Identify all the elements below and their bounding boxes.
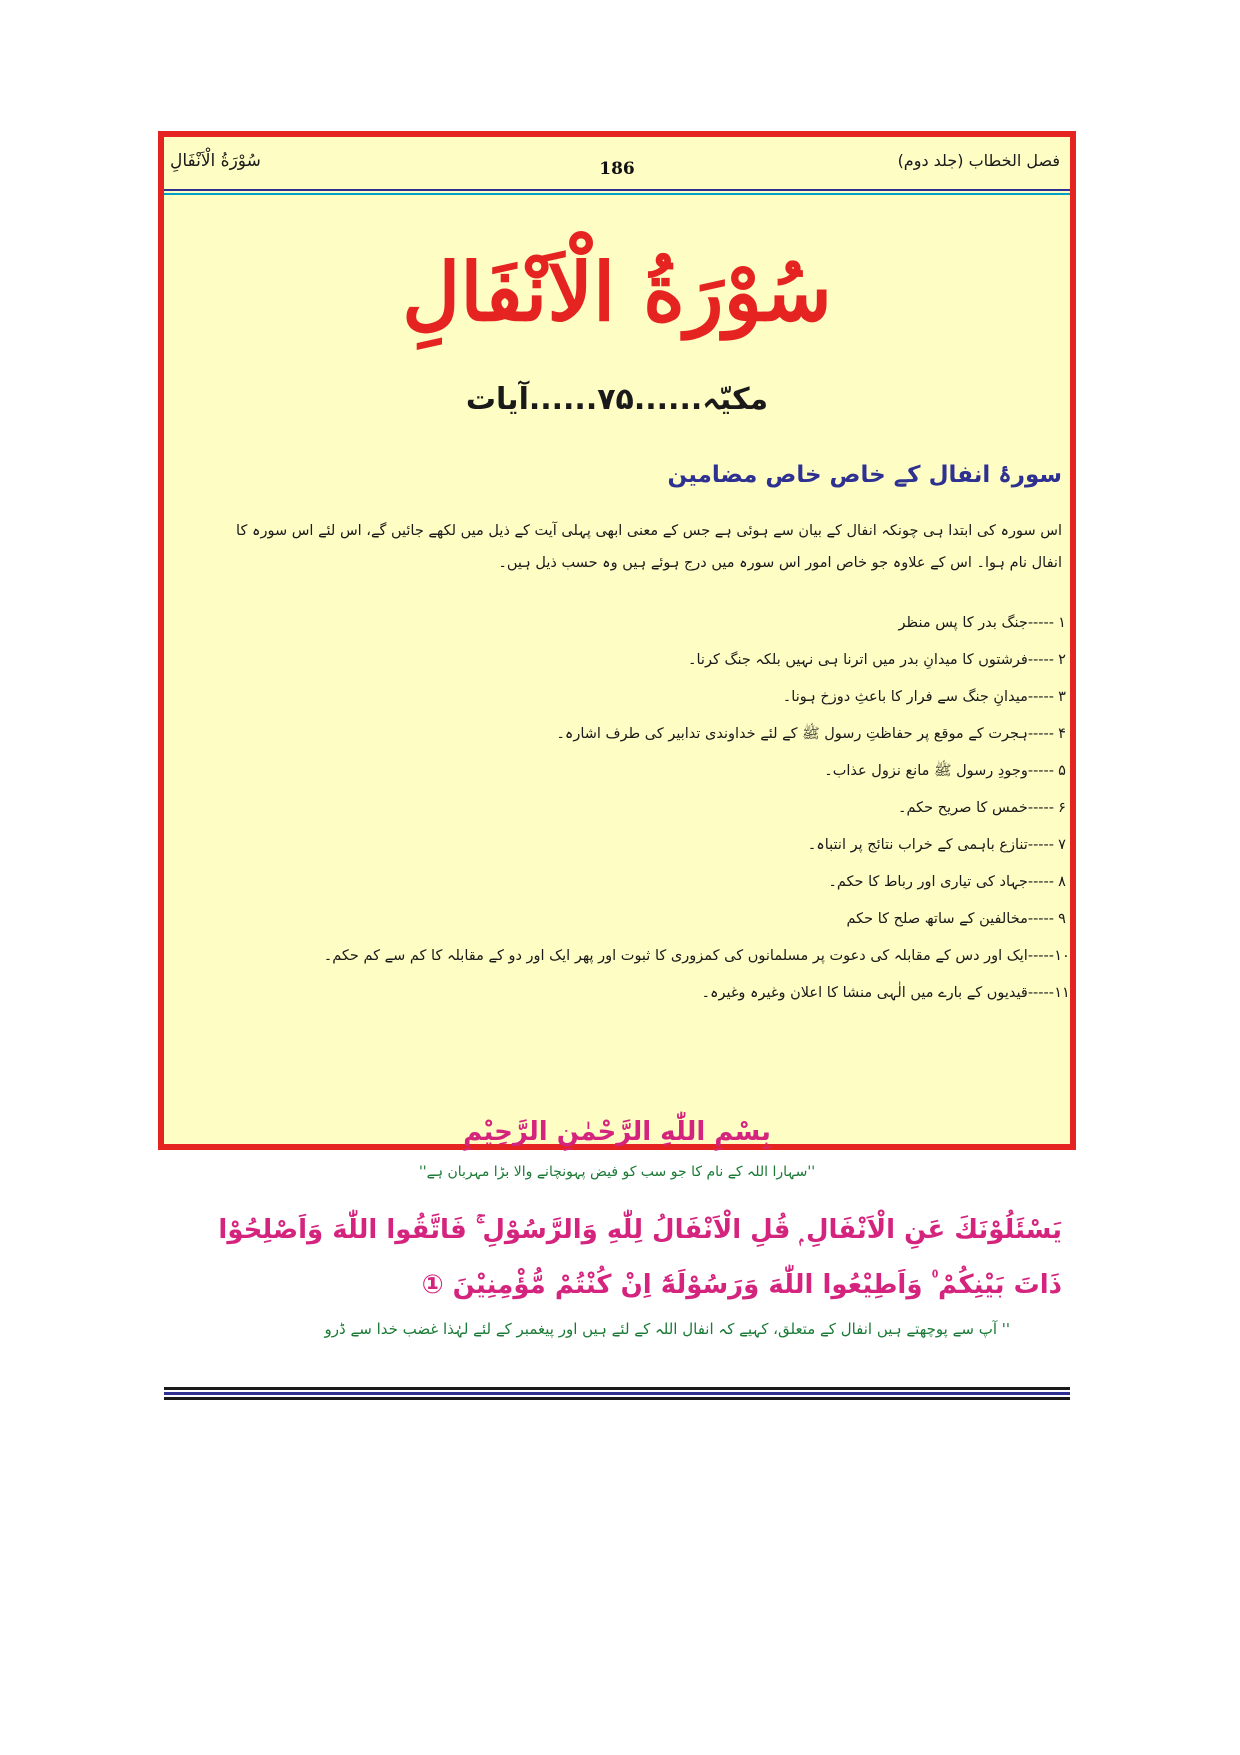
- item-number: ۶: [1058, 800, 1066, 816]
- footer-divider: [164, 1387, 1070, 1402]
- surah-subtitle: مکیّہ......۷۵......آیات: [465, 382, 769, 417]
- list-item: [168, 790, 1070, 827]
- item-text: -----ہجرت کے موقع پر حفاظتِ رسول ﷺ کے لئے خداوندی تدابیر کی طرف اشارہ۔: [556, 726, 1054, 742]
- item-number: ۱۱: [1054, 985, 1070, 1001]
- item-number: ۵: [1058, 763, 1066, 779]
- page-number: 186: [599, 159, 635, 179]
- item-number: ۱: [1058, 615, 1066, 631]
- item-number: ۷: [1058, 837, 1066, 853]
- list-item: [168, 605, 1070, 642]
- intro-line: انفال نام ہوا۔ اس کے علاوہ جو خاص امور اس سورہ میں درج ہوئے ہیں وہ حسب ذیل ہیں۔: [498, 555, 1062, 571]
- item-text: -----تنازع باہمی کے خراب نتائج پر انتباہ۔: [807, 837, 1054, 853]
- item-number: ۱۰: [1054, 948, 1070, 964]
- header-book-title: فصل الخطاب (جلد دوم): [897, 151, 1060, 170]
- verse-line: يَسْئَلُوْنَكَ عَنِ الْاَنْفَالِ ۭ قُلِ الْاَنْفَالُ لِلّٰهِ وَالرَّسُوْلِ ۚ فَاتَّقُوا اللّٰهَ وَاَصْلِحُوْا: [218, 1215, 1062, 1245]
- page-header: [164, 137, 1070, 199]
- list-item: [168, 716, 1070, 753]
- item-text: -----میدانِ جنگ سے فرار کا باعثِ دوزخ ہونا۔: [782, 689, 1054, 705]
- bismillah: بِسْمِ اللّٰهِ الرَّحْمٰنِ الرَّحِيْمِ: [463, 1117, 771, 1147]
- item-text: -----جہاد کی تیاری اور رباط کا حکم۔: [828, 874, 1054, 890]
- item-text: -----مخالفین کے ساتھ صلح کا حکم: [846, 911, 1054, 927]
- surah-title: سُوْرَةُ الْاَنْفَالِ: [402, 245, 832, 339]
- header-divider: [164, 189, 1070, 198]
- item-text: -----فرشتوں کا میدانِ بدر میں اترنا ہی نہیں بلکہ جنگ کرنا۔: [688, 652, 1054, 668]
- item-number: ۴: [1058, 726, 1066, 742]
- list-item: [168, 679, 1070, 716]
- item-text: -----خمس کا صریح حکم۔: [898, 800, 1054, 816]
- verse-translation: '' آپ سے پوچھتے ہیں انفال کے متعلق، کہیے کہ انفال اللہ کے لئے ہیں اور پیغمبر کے لئے لہٰذا غضب خدا سے ڈرو: [324, 1320, 1010, 1338]
- item-number: ۲: [1058, 652, 1066, 668]
- list-item: [168, 901, 1070, 938]
- list-item: [168, 642, 1070, 679]
- list-item: [168, 827, 1070, 864]
- item-text: -----قیدیوں کے بارے میں الٰہی منشا کا اعلان وغیرہ وغیرہ۔: [701, 985, 1054, 1001]
- item-text: -----جنگ بدر کا پس منظر: [898, 615, 1054, 631]
- header-surah-name: سُوْرَةُ الْاَنْفَالِ: [170, 151, 261, 171]
- list-item: [168, 753, 1070, 790]
- item-text: -----وجودِ رسول ﷺ مانع نزول عذاب۔: [824, 763, 1054, 779]
- list-item: [168, 938, 1070, 975]
- bismillah-translation: ''سہارا اللہ کے نام کا جو سب کو فیض پہونچانے والا بڑا مہربان ہے'': [418, 1164, 816, 1180]
- list-item: [168, 864, 1070, 901]
- item-text: -----ایک اور دس کے مقابلہ کی دعوت پر مسلمانوں کی کمزوری کا ثبوت اور پھر ایک اور دو کے مقابلہ کا کم سے کم حکم۔: [323, 948, 1054, 964]
- item-number: ۸: [1058, 874, 1066, 890]
- item-number: ۳: [1058, 689, 1066, 705]
- intro-line: اس سورہ کی ابتدا ہی چونکہ انفال کے بیان سے ہوئی ہے جس کے معنی ابھی پہلی آیت کے ذیل میں لکھے جائیں گے، اس لئے اس سورہ کا: [236, 523, 1062, 539]
- verse-line: ذَاتَ بَيْنِكُمْ ۠ وَاَطِيْعُوا اللّٰهَ وَرَسُوْلَهٗٓ اِنْ كُنْتُمْ مُّؤْمِنِيْنَ ①: [421, 1270, 1062, 1300]
- section-heading: سورۂ انفال کے خاص خاص مضامین: [667, 462, 1062, 488]
- page-frame: [158, 131, 1076, 1338]
- list-item: [168, 975, 1070, 1012]
- intro-paragraph: [168, 515, 1062, 579]
- topics-list: [168, 605, 1070, 1012]
- item-number: ۹: [1058, 911, 1066, 927]
